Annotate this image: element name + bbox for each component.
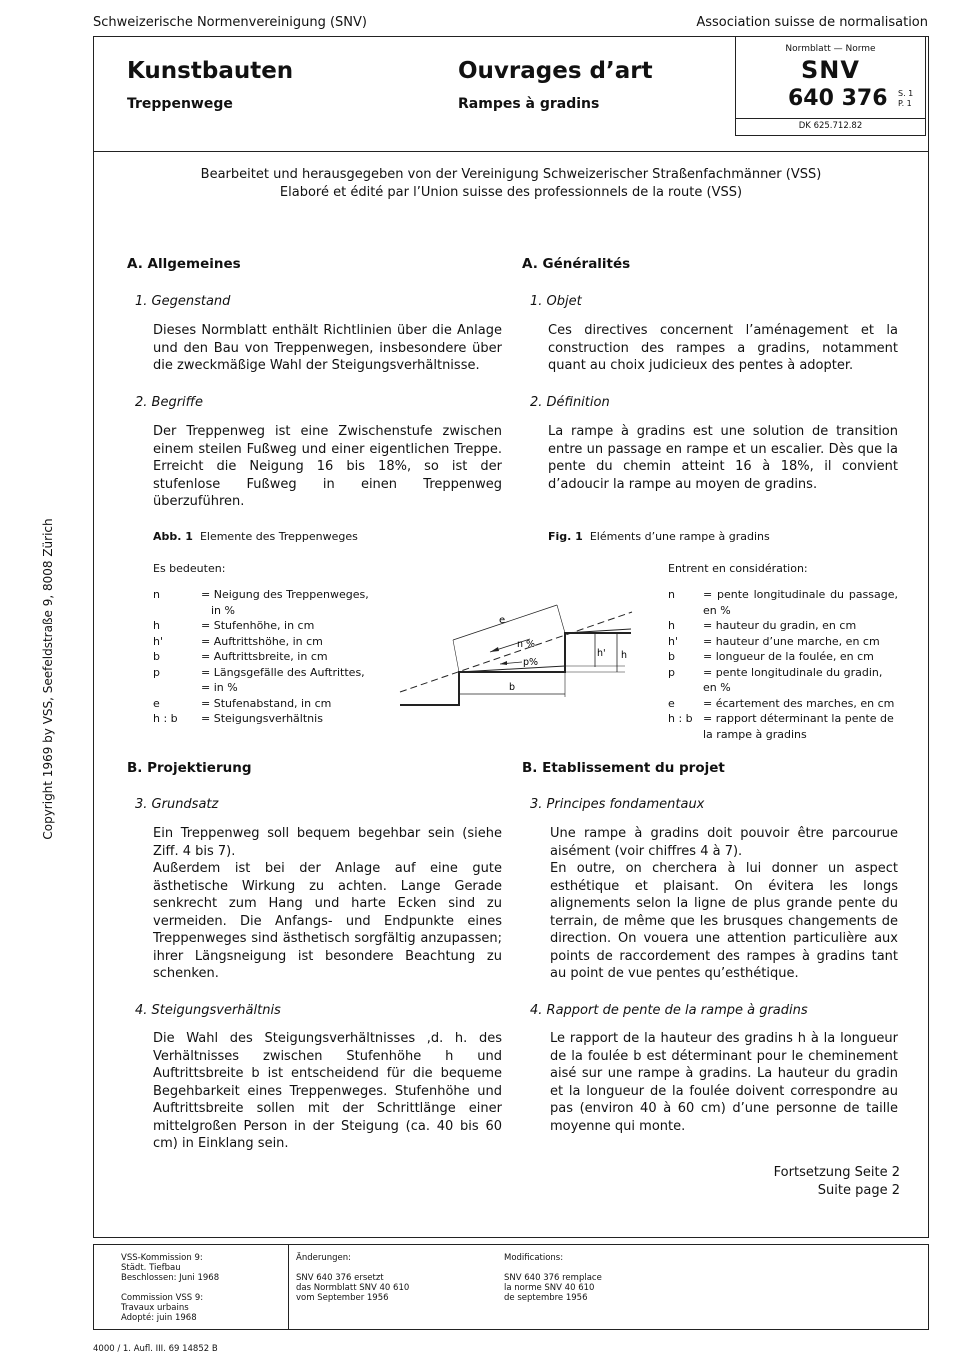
org-name-de: Schweizerische Normenvereinigung (SNV) [93,15,367,30]
heading-4-de: 4. Steigungsverhältnis [135,1003,281,1018]
snv-mark: SNV [801,56,860,84]
defs-list-de [153,587,378,727]
heading-1-de: 1. Gegenstand [135,294,231,309]
org-name-fr: Association suisse de normalisation [696,15,928,30]
sheet-fr: P. 1 [898,99,912,108]
intro-fr: Elaboré et édité par l’Union suisse des professionnels de la route (VSS) [279,185,743,200]
subtitle-fr: Rampes à gradins [458,96,600,112]
norm-box-bottom [735,135,926,136]
figure-title-fr: Eléments d’une rampe à gradins [589,530,770,543]
norm-label: Normblatt — Norme [785,44,876,54]
section-b-fr: B. Etablissement du projet [522,760,725,776]
title-fr: Ouvrages d’art [458,58,653,84]
footer-changes-de: Änderungen: SNV 640 376 ersetzt das Normblatt SNV 40 610 vom September 1956 [296,1253,410,1303]
e-extension [557,605,565,633]
def-row: p = pente longitudinale du gradin, en % [668,665,883,694]
copyright-notice: Copyright 1969 by VSS, Seefeldstraße 9, 8008 Zürich [41,518,55,840]
defs-list-fr [668,587,898,742]
heading-1-fr: 1. Objet [530,294,582,309]
section-b-de: B. Projektierung [127,760,252,776]
heading-3-de: 3. Grundsatz [135,797,219,812]
figure-label-fr: Fig. 1 [548,530,583,543]
n-arrowhead [490,647,499,652]
def-row: h : b = Steigungsverhältnis [153,712,323,725]
defs-intro-fr: Entrent en considération: [668,562,808,575]
text-3a-fr: Une rampe à gradins doit pouvoir être parcourue aisément (voir chiffres 4 à 7). [550,826,898,859]
subtitle-de: Treppenwege [127,96,233,112]
heading-2-fr: 2. Définition [530,395,610,410]
def-row: = in % [201,681,238,694]
footer-divider [288,1244,289,1330]
footer-changes-fr: Modifications: SNV 640 376 remplace la norme SNV 40 610 de septembre 1956 [504,1253,602,1303]
footer-commission: VSS-Kommission 9: Städt. Tiefbau Beschlossen: Juni 1968 Commission VSS 9: Travaux urbains Adopté: juin 1968 [121,1253,220,1323]
def-row: b = longueur de la foulée, en cm [668,650,874,663]
label-p: p% [523,657,539,668]
stair-ramp-diagram [395,600,640,712]
figure-caption-de [153,529,358,545]
defs-intro-de: Es bedeuten: [153,562,226,575]
print-info: 4000 / 1. Aufl. III. 69 14852 B [93,1344,218,1354]
def-row: h' = Auftrittshöhe, in cm [153,634,323,648]
def-row: h = Stufenhöhe, in cm [153,619,315,632]
def-row: e = écartement des marches, en cm [668,696,895,710]
label-h-prime: h' [597,648,606,659]
def-row: n = pente longitudinale du passage, en % [668,588,898,617]
heading-2-de: 2. Begriffe [135,395,204,410]
text-1-de: Dieses Normblatt enthält Richtlinien über die Anlage und den Bau von Treppenwegen, insbesondere über die zweckmäßige Wahl der Steigungsverhältnisse. [153,323,502,373]
def-row: b = Auftrittsbreite, in cm [153,650,328,663]
figure-caption-fr [548,529,770,545]
figure-title-de: Elemente des Treppenweges [199,530,358,543]
continuation-de: Fortsetzung Seite 2 [773,1165,900,1180]
label-e: e [499,615,506,626]
intro-de: Bearbeitet und herausgegeben von der Vereinigung Schweizerischer Straßenfachmänner (VSS) [200,167,822,182]
def-row: h : b = rapport déterminant la pente de la rampe à gradins [668,712,894,741]
section-a-fr: A. Généralités [522,256,631,272]
label-b: b [509,682,516,693]
p-arrowhead [500,661,507,665]
figure-label-de: Abb. 1 [153,530,193,543]
norm-number: 640 376 [788,86,888,111]
text-2-fr: La rampe à gradins est une solution de transition entre un passage en rampe et un escalier. Dès que la pente du chemin atteint 16 à 18%, il convient d’adoucir la rampe au moyen de gradins. [548,424,898,492]
def-row: p = Längsgefälle des Auftrittes, [153,665,365,679]
norm-box-rule [735,118,926,119]
def-row: e = Stufenabstand, in cm [153,696,332,710]
section-a-de: A. Allgemeines [127,256,241,272]
def-row: h' = hauteur d’une marche, en cm [668,634,880,648]
heading-3-fr: 3. Principes fondamentaux [530,797,705,812]
title-divider [93,151,929,152]
def-row: n = Neigung des Treppenweges, [153,588,369,601]
continuation-fr: Suite page 2 [817,1183,900,1198]
text-3b-fr: En outre, on cherchera à lui donner un aspect esthétique et plaisant. On évitera les longs alignements selon la ligne de plus grande pente du terrain, de même que les brusques changements de direction. On vouera une attention particulière aux points de raccordement des rampes à gradins tant au point de vue pentes qu’esthétique. [550,861,898,981]
title-de: Kunstbauten [127,58,294,84]
label-n: n % [517,639,536,650]
text-4-de: Die Wahl des Steigungsverhältnisses ,d. h. des Verhältnisses zwischen Stufenhöhe h und Auftrittsbreite b ist entscheidend für die bequeme Begehbarkeit eines Treppenweges. Stufenhöhe und Auftrittsbreite sollen mit der Schrittlänge einer mittelgroßen Person in der Steigung (ca. 40 bis 60 cm) in Einklang sein. [153,1031,502,1151]
text-1-fr: Ces directives concernent l’aménagement et la construction des rampes a gradins, notamment quant au choix judicieux des pentes à adopter. [548,323,898,373]
text-4-fr: Le rapport de la hauteur des gradins h à la longueur de la foulée b est déterminant pour le cheminement aisé sur une rampe à gradins. La hauteur du gradin et la longueur de la foulée doivent correspondre au pas (environ 40 à 60 cm) d’une personne de taille moyenne qui monte. [550,1031,898,1134]
def-row: in % [211,603,235,617]
sheet-de: S. 1 [898,89,914,98]
text-2-de: Der Treppenweg ist eine Zwischenstufe zwischen einem steilen Fußweg und einer eigentlichen Treppe. Erreicht die Neigung 16 bis 18%, so ist der stufenlose Fußweg in einen Treppenweg überzuführen. [153,424,502,509]
e-extension [453,640,459,672]
label-h: h [621,650,628,661]
dk-number: DK 625.712.82 [798,121,863,131]
def-row: h = hauteur du gradin, en cm [668,619,857,632]
text-3a-de: Ein Treppenweg soll bequem begehbar sein (siehe Ziff. 4 bis 7). [153,826,502,859]
text-3b-de: Außerdem ist bei der Anlage auf eine gute ästhetische Wirkung zu achten. Lange Gerade senkrecht zum Hang und harte Ecken sind zu vermeiden. Die Anfangs- und Endpunkte eines Treppenweges sind ästhetisch sorgfältig anzupassen; ihrer Längsneigung ist besondere Beachtung zu schenken. [153,861,502,981]
heading-4-fr: 4. Rapport de pente de la rampe à gradins [530,1003,808,1018]
